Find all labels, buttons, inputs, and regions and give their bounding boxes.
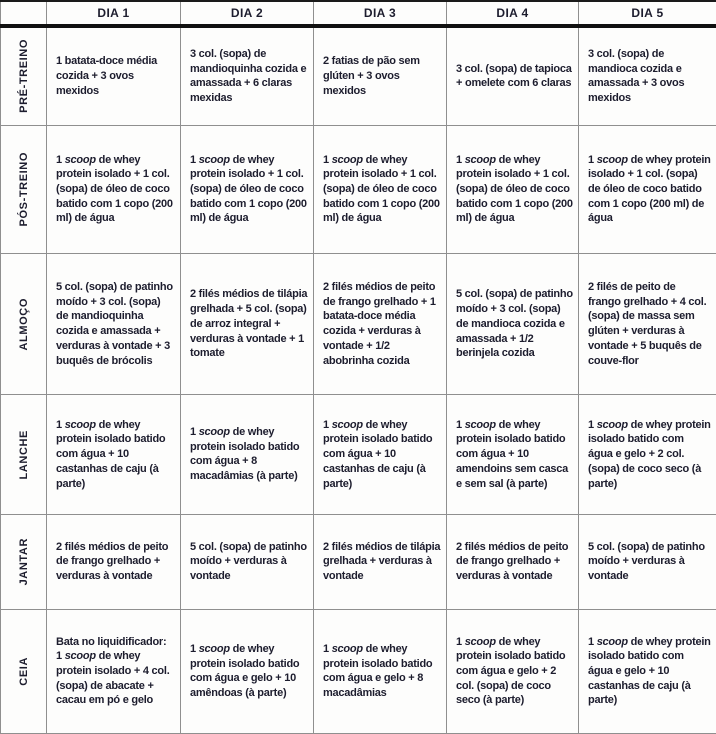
meal-cell: 2 filés médios de tilápia grelhada + verduras à vontade bbox=[314, 514, 447, 609]
row-label-lanche: LANCHE bbox=[17, 429, 30, 480]
meal-cell: 1 scoop de whey protein isolado batido com água e gelo + 10 amêndoas (à parte) bbox=[181, 609, 314, 733]
corner-cell bbox=[1, 1, 47, 26]
row-label-ceia: CEIA bbox=[17, 657, 30, 686]
meal-cell: 1 batata-doce média cozida + 3 ovos mexidos bbox=[47, 26, 181, 125]
meal-cell: 5 col. (sopa) de patinho moído + 3 col. (sopa) de mandioquinha cozida e amassada + verduras à vontade + 3 buquês de brócolis bbox=[47, 254, 181, 395]
row-ceia bbox=[1, 609, 716, 733]
row-label-pos-treino: PÓS-TREINO bbox=[17, 152, 30, 227]
row-label-cell bbox=[1, 125, 47, 253]
row-pos-treino bbox=[1, 125, 716, 253]
day-header-4: DIA 4 bbox=[447, 1, 579, 26]
meal-cell: 2 filés médios de peito de frango grelhado + verduras à vontade bbox=[447, 514, 579, 609]
day-header-1: DIA 1 bbox=[47, 1, 181, 26]
header-row bbox=[1, 1, 716, 26]
row-lanche bbox=[1, 395, 716, 514]
meal-cell: 1 scoop de whey protein isolado batido com água e gelo + 2 col. (sopa) de coco seco (à parte) bbox=[579, 395, 716, 514]
meal-cell: 2 filés de peito de frango grelhado + 4 col. (sopa) de massa sem glúten + verduras à vontade + 5 buquês de couve-flor bbox=[579, 254, 716, 395]
meal-cell: 2 filés médios de peito de frango grelhado + verduras à vontade bbox=[47, 514, 181, 609]
meal-cell: 1 scoop de whey protein isolado batido com água e gelo + 2 col. (sopa) de coco seco (à parte) bbox=[447, 609, 579, 733]
row-label-cell bbox=[1, 395, 47, 514]
meal-cell: 2 filés médios de peito de frango grelhado + 1 batata-doce média cozida + verduras à vontade + 1/2 abobrinha cozida bbox=[314, 254, 447, 395]
day-header-3: DIA 3 bbox=[314, 1, 447, 26]
row-label-cell bbox=[1, 609, 47, 733]
meal-cell: 3 col. (sopa) de tapioca + omelete com 6 claras bbox=[447, 26, 579, 125]
row-jantar bbox=[1, 514, 716, 609]
row-label-almoco: ALMOÇO bbox=[17, 297, 30, 351]
meal-cell: 1 scoop de whey protein isolado batido com água e gelo + 10 castanhas de caju (à parte) bbox=[579, 609, 716, 733]
meal-cell: 2 fatias de pão sem glúten + 3 ovos mexidos bbox=[314, 26, 447, 125]
meal-cell: 1 scoop de whey protein isolado batido com água + 8 macadâmias (à parte) bbox=[181, 395, 314, 514]
meal-cell: 1 scoop de whey protein isolado + 1 col. (sopa) de óleo de coco batido com 1 copo (200 ml) de água bbox=[447, 125, 579, 253]
row-pre-treino bbox=[1, 26, 716, 125]
meal-cell: 1 scoop de whey protein isolado + 1 col. (sopa) de óleo de coco batido com 1 copo (200 ml) de água bbox=[314, 125, 447, 253]
meal-cell: 3 col. (sopa) de mandioca cozida e amassada + 3 ovos mexidos bbox=[579, 26, 716, 125]
meal-cell: 1 scoop de whey protein isolado batido com água + 10 castanhas de caju (à parte) bbox=[314, 395, 447, 514]
meal-cell: 1 scoop de whey protein isolado + 1 col. (sopa) de óleo de coco batido com 1 copo (200 ml) de água bbox=[47, 125, 181, 253]
row-label-cell bbox=[1, 26, 47, 125]
meal-cell: 1 scoop de whey protein isolado + 1 col. (sopa) de óleo de coco batido com 1 copo (200 ml) de água bbox=[579, 125, 716, 253]
meal-cell: 1 scoop de whey protein isolado batido com água + 10 amendoins sem casca e sem sal (à parte) bbox=[447, 395, 579, 514]
day-header-2: DIA 2 bbox=[181, 1, 314, 26]
meal-cell: 5 col. (sopa) de patinho moído + verduras à vontade bbox=[181, 514, 314, 609]
meal-cell: Bata no liquidificador: 1 scoop de whey protein isolado + 4 col. (sopa) de abacate + cacau em pó e gelo bbox=[47, 609, 181, 733]
meal-cell: 5 col. (sopa) de patinho moído + verduras à vontade bbox=[579, 514, 716, 609]
day-header-5: DIA 5 bbox=[579, 1, 716, 26]
row-label-cell bbox=[1, 514, 47, 609]
row-label-cell bbox=[1, 254, 47, 395]
meal-cell: 5 col. (sopa) de patinho moído + 3 col. (sopa) de mandioca cozida e amassada + 1/2 berinjela cozida bbox=[447, 254, 579, 395]
row-label-jantar: JANTAR bbox=[17, 537, 30, 586]
row-almoco bbox=[1, 254, 716, 395]
meal-cell: 1 scoop de whey protein isolado batido com água + 10 castanhas de caju (à parte) bbox=[47, 395, 181, 514]
meal-cell: 1 scoop de whey protein isolado batido com água e gelo + 8 macadâmias bbox=[314, 609, 447, 733]
meal-cell: 1 scoop de whey protein isolado + 1 col. (sopa) de óleo de coco batido com 1 copo (200 ml) de água bbox=[181, 125, 314, 253]
row-label-pre-treino: PRÉ-TREINO bbox=[17, 39, 30, 114]
meal-cell: 3 col. (sopa) de mandioquinha cozida e amassada + 6 claras mexidas bbox=[181, 26, 314, 125]
meal-cell: 2 filés médios de tilápia grelhada + 5 col. (sopa) de arroz integral + verduras à vontade + 1 tomate bbox=[181, 254, 314, 395]
